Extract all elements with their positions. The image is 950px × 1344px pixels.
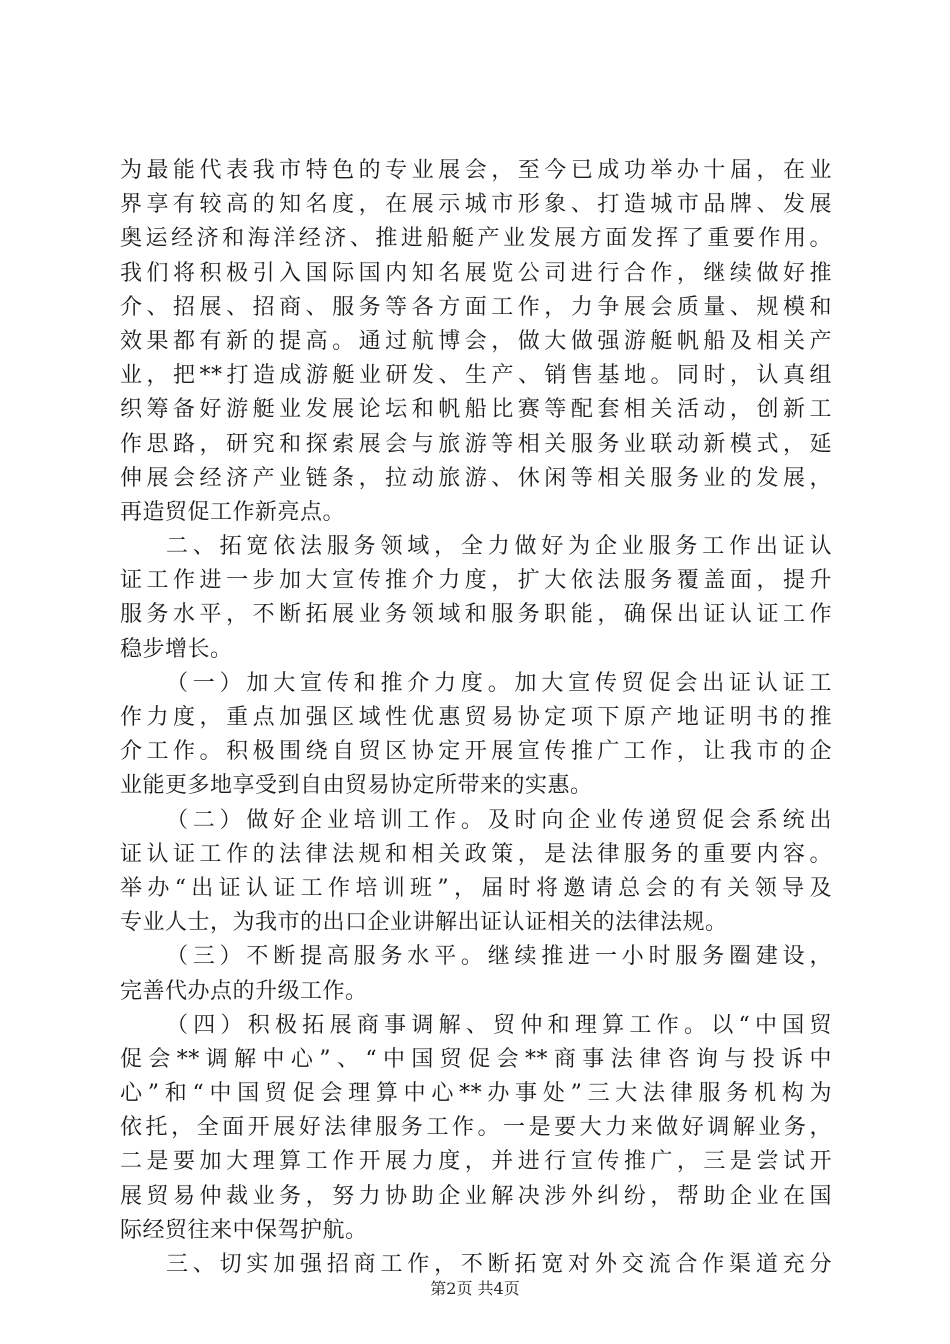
text-line: （一）加大宣传和推介力度。加大宣传贸促会出证认证工	[166, 670, 832, 696]
text-line: 业，把**打造成游艇业研发、生产、销售基地。同时，认真组	[120, 363, 832, 389]
text-line: 作力度，重点加强区域性优惠贸易协定项下原产地证明书的推	[120, 705, 832, 730]
text-line: 伸展会经济产业链条，拉动旅游、休闲等相关服务业的发展，	[120, 465, 832, 491]
text-line: 促会**调解中心”、“中国贸促会**商事法律咨询与投诉中	[120, 1046, 832, 1072]
text-line: 织筹备好游艇业发展论坛和帆船比赛等配套相关活动，创新工	[120, 397, 832, 423]
text-line: 作思路，研究和探索展会与旅游等相关服务业联动新模式，延	[120, 431, 832, 457]
text-line: 举办“出证认证工作培训班”，届时将邀请总会的有关领导及	[120, 875, 832, 901]
text-line: 稳步增长。	[120, 636, 233, 662]
text-line: 心”和“中国贸促会理算中心**办事处”三大法律服务机构为	[120, 1081, 832, 1107]
text-line: 服务水平，不断拓展业务领域和服务职能，确保出证认证工作	[120, 602, 832, 628]
text-line: 依托，全面开展好法律服务工作。一是要大力来做好调解业务，	[120, 1115, 832, 1141]
document-body	[120, 154, 832, 1282]
text-line: 证工作进一步加大宣传推介力度，扩大依法服务覆盖面，提升	[120, 568, 832, 594]
text-line: 业能更多地享受到自由贸易协定所带来的实惠。	[120, 773, 593, 799]
text-line: 我们将积极引入国际国内知名展览公司进行合作，继续做好推	[120, 260, 832, 286]
text-line: 界享有较高的知名度，在展示城市形象、打造城市品牌、发展	[120, 192, 832, 218]
text-line: 展贸易仲裁业务，努力协助企业解决涉外纠纷，帮助企业在国	[120, 1183, 832, 1209]
text-line: 二、拓宽依法服务领域，全力做好为企业服务工作出证认	[166, 534, 832, 560]
text-line: 完善代办点的升级工作。	[120, 978, 368, 1004]
text-line: （四）积极拓展商事调解、贸仲和理算工作。以“中国贸	[166, 1012, 832, 1038]
text-line: 再造贸促工作新亮点。	[120, 499, 346, 525]
page-number: 第2页 共4页	[430, 1279, 520, 1298]
text-line: 三、切实加强招商工作，不断拓宽对外交流合作渠道充分	[166, 1252, 832, 1277]
page-footer	[0, 1279, 950, 1299]
text-line: 效果都有新的提高。通过航博会，做大做强游艇帆船及相关产	[120, 328, 832, 354]
text-line: 证认证工作的法律法规和相关政策，是法律服务的重要内容。	[120, 841, 832, 867]
text-line: 际经贸往来中保驾护航。	[120, 1217, 368, 1243]
text-line: 二是要加大理算工作开展力度，并进行宣传推广，三是尝试开	[120, 1149, 832, 1175]
text-line: 介、招展、招商、服务等各方面工作，力争展会质量、规模和	[120, 294, 832, 320]
text-line: 为最能代表我市特色的专业展会，至今已成功举办十届，在业	[120, 158, 832, 183]
text-line: 奥运经济和海洋经济、推进船艇产业发展方面发挥了重要作用。	[120, 226, 832, 252]
text-line: （三）不断提高服务水平。继续推进一小时服务圈建设，	[166, 944, 832, 970]
text-line: 介工作。积极围绕自贸区协定开展宣传推广工作，让我市的企	[120, 739, 832, 765]
text-line: 专业人士，为我市的出口企业讲解出证认证相关的法律法规。	[120, 910, 728, 936]
text-line: （二）做好企业培训工作。及时向企业传递贸促会系统出	[166, 807, 832, 833]
